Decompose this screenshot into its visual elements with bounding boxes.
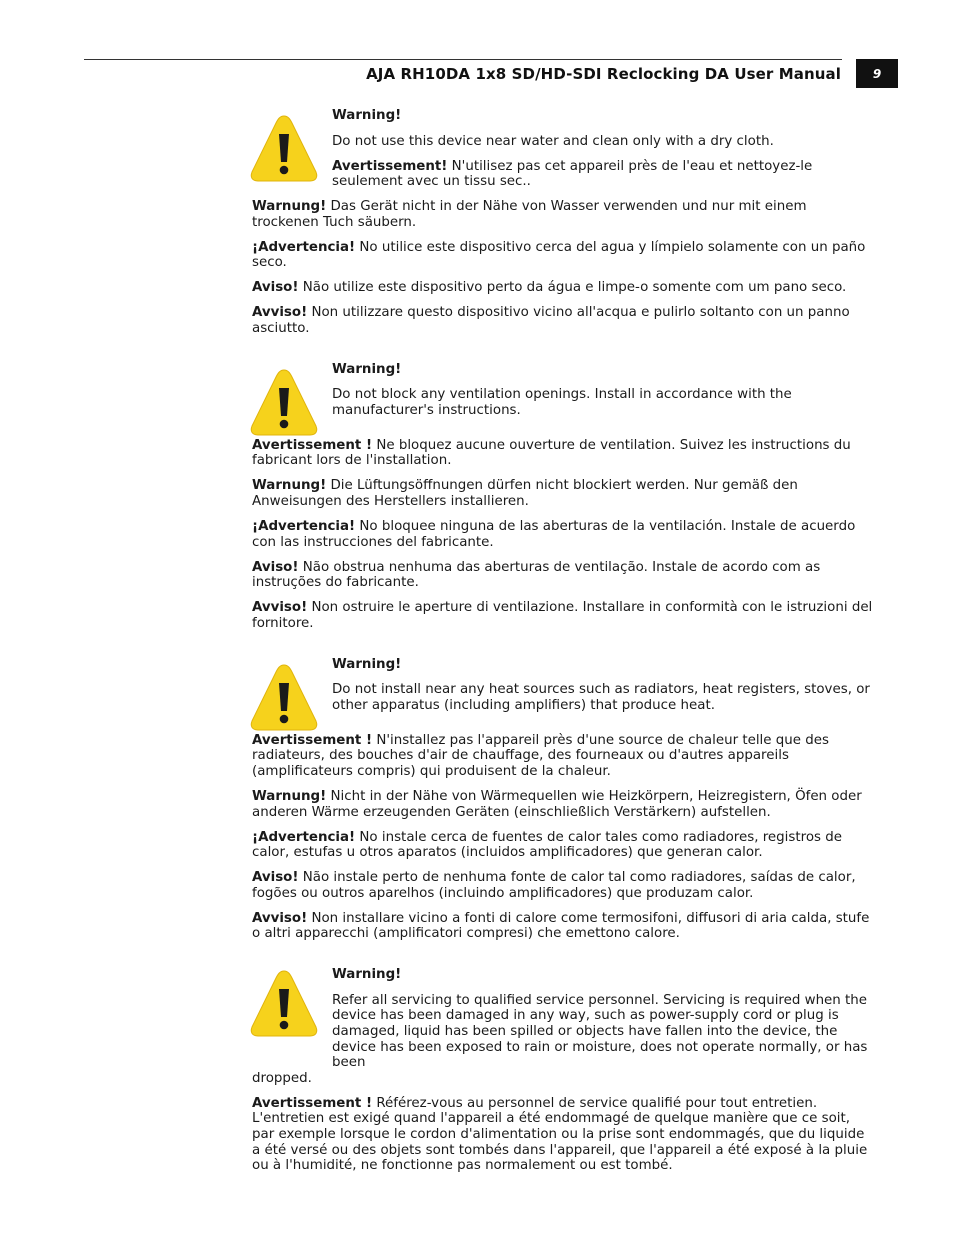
header-rule — [84, 59, 842, 60]
warning-triangle-icon — [249, 112, 319, 182]
translation-paragraph: Warnung! Die Lüftungsöffnungen dürfen nicht blockiert werden. Nur gemäß den Anweisungen des Herstellers installieren. — [252, 478, 798, 510]
translation-paragraph: Avertissement ! Ne bloquez aucune ouverture de ventilation. Suivez les instructions du fabricant lors de l'installation. — [252, 437, 851, 469]
warning-section-heat — [252, 657, 874, 942]
translation-paragraph: Aviso! Não obstrua nenhuma das aberturas de ventilação. Instale de acordo com as instruções do fabricante. — [252, 559, 821, 591]
translation-paragraph: Avertissement! N'utilisez pas cet appareil près de l'eau et nettoyez-le seulement avec un tissu sec.. — [332, 158, 813, 190]
warning-main — [332, 967, 874, 1071]
warning-text-tail: dropped. — [252, 1070, 312, 1086]
page-header-title: AJA RH10DA 1x8 SD/HD-SDI Reclocking DA User Manual — [366, 65, 841, 83]
warning-text: Do not use this device near water and clean only with a dry cloth. — [332, 133, 774, 149]
translation-paragraph: Avviso! Non ostruire le aperture di ventilazione. Installare in conformità con le istruzioni del fornitore. — [252, 600, 873, 631]
translation-paragraph: ¡Advertencia! No utilice este dispositivo cerca del agua y límpielo solamente con un paño seco. — [252, 239, 866, 271]
translation-paragraph: Warnung! Nicht in der Nähe von Wärmequellen wie Heizkörpern, Heizregistern, Öfen oder anderen Wärme erzeugenden Geräten (einschließlich Verstärkern) aufstellen. — [252, 788, 862, 820]
warning-main — [332, 362, 874, 438]
warning-triangle-icon — [249, 967, 319, 1037]
translation-paragraph: Avviso! Non installare vicino a fonti di calore come termosifoni, diffusori di aria calda, stufe o altri apparecchi (amplificatori compresi) che emettono calore. — [252, 910, 870, 942]
translation-paragraph: Warnung! Das Gerät nicht in der Nähe von Wasser verwenden und nur mit einem trockenen Tuch säubern. — [252, 199, 807, 230]
translation-paragraph: Avviso! Non utilizzare questo dispositivo vicino all'acqua e pulirlo soltanto con un panno asciutto. — [252, 305, 850, 336]
translation-paragraph: Avertissement ! Référez-vous au personnel de service qualifié pour tout entretien. L'entretien est exigé quand l'appareil a été endommagé de quelque manière que ce soit, par exemple lorsque le cordon d'alimentation ou la prise sont endommagés, que du liquide a été versé ou des objets sont tombés dans l'appareil, que l'appareil a été exposé à la pluie ou à l'humidité, ne fonctionne pas normalement ou est tombé. — [252, 1095, 868, 1174]
translation-paragraph: Aviso! Não instale perto de nenhuma fonte de calor tal como radiadores, saídas de calor, fogões ou outros aparelhos (incluindo amplificadores) que produzam calor. — [252, 870, 856, 901]
warning-section-servicing — [252, 967, 874, 1174]
warning-main — [332, 657, 874, 733]
warning-text: Do not block any ventilation openings. Install in accordance with the manufacturer's instructions. — [332, 387, 792, 419]
page-number: 9 — [872, 66, 882, 81]
warning-label: Warning! — [332, 967, 402, 983]
page-number-badge — [856, 59, 898, 88]
warning-main — [332, 108, 874, 190]
warning-section-water — [252, 108, 874, 336]
warning-label: Warning! — [332, 656, 402, 672]
translation-paragraph: Aviso! Não utilize este dispositivo perto da água e limpe-o somente com um pano seco. — [252, 280, 847, 296]
warning-text: Refer all servicing to qualified service personnel. Servicing is required when the device has been damaged in any way, such as power-supply cord or plug is damaged, liquid has been spilled or objects have fallen into the device, the device has been exposed to rain or moisture, does not operate normally, or has been — [332, 992, 868, 1071]
warning-section-ventilation — [252, 362, 874, 632]
translation-paragraph: ¡Advertencia! No bloquee ninguna de las aberturas de la ventilación. Instale de acuerdo con las instrucciones del fabricante. — [252, 519, 856, 550]
warning-triangle-icon — [249, 366, 319, 436]
warning-triangle-icon — [249, 661, 319, 731]
translation-paragraph: Avertissement ! N'installez pas l'appareil près d'une source de chaleur telle que des radiateurs, des bouches d'air de chauffage, des fourneaux ou d'autres appareils (amplificateurs compris) qui produisent de la chaleur. — [252, 732, 829, 779]
document-body — [252, 108, 874, 1183]
warning-label: Warning! — [332, 361, 402, 377]
translation-paragraph: ¡Advertencia! No instale cerca de fuentes de calor tales como radiadores, registros de calor, estufas u otros aparatos (incluidos amplificadores) que generan calor. — [252, 829, 842, 861]
warning-label: Warning! — [332, 108, 402, 123]
warning-text: Do not install near any heat sources such as radiators, heat registers, stoves, or other apparatus (including amplifiers) that produce heat. — [332, 682, 870, 713]
